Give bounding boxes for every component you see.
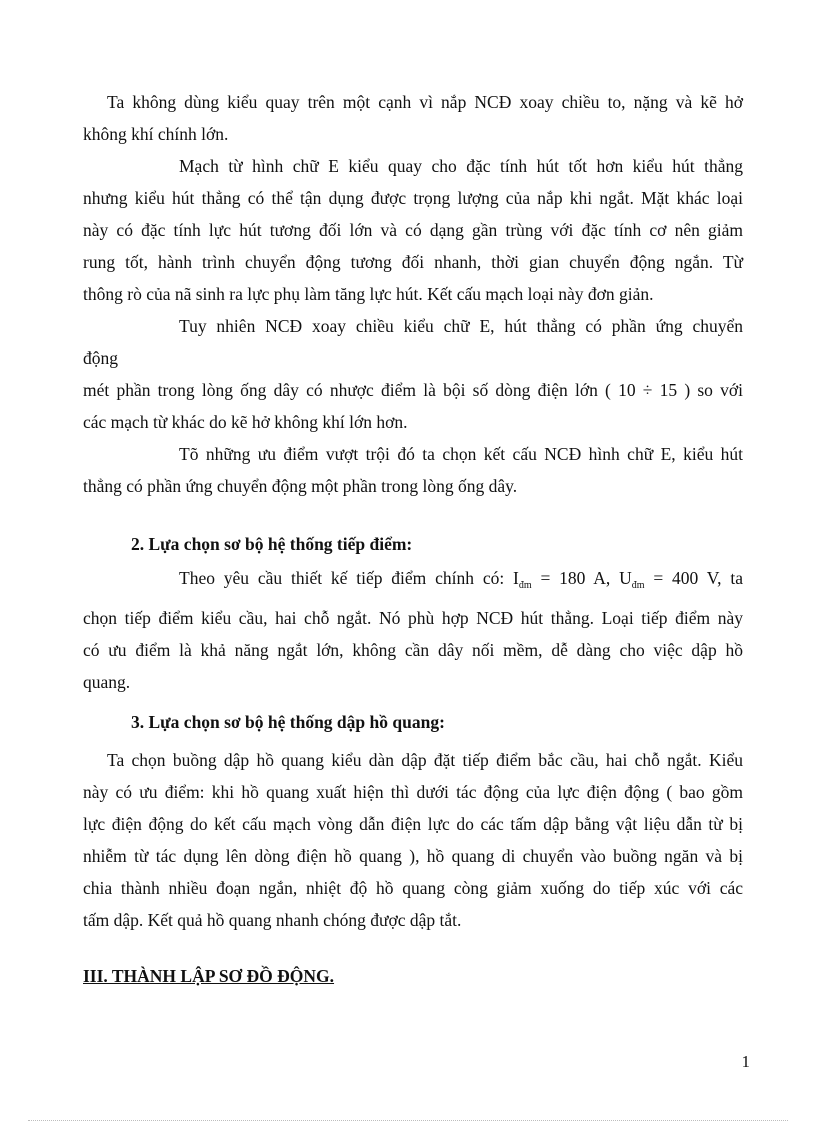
paragraph-line: thẳng có phần ứng chuyển động một phần trong lòng ống dây. — [83, 476, 518, 496]
paragraph-line: Ta chọn buồng dập hồ quang kiểu dàn dập đặt tiếp điểm bắc cầu, hai chỗ ngắt. Kiểu — [107, 750, 743, 770]
heading-arc-system: 3. Lựa chọn sơ bộ hệ thống dập hồ quang: — [131, 712, 445, 732]
paragraph-6 — [83, 744, 743, 936]
paragraph-line: có ưu điểm là khả năng ngắt lớn, không cần dây nối mềm, dễ dàng cho việc dập hồ — [83, 640, 743, 660]
paragraph-line — [83, 562, 743, 602]
paragraph-line: này có đặc tính lực hút tương đối lớn và có dạng gần trùng với đặc tính cơ nên giảm — [83, 220, 743, 240]
rated-current-text: Theo yêu cầu thiết kế tiếp điểm chính có: I — [179, 568, 519, 588]
paragraph-line: các mạch từ khác do kẽ hở không khí lớn hơn. — [83, 412, 408, 432]
rated-voltage-text: = 180 A, U — [531, 568, 632, 588]
paragraph-line: động — [83, 348, 118, 368]
paragraph-line: lực điện động do kết cấu mạch vòng dẫn điện lực do các tấm dập bằng vật liệu dẫn từ bị — [83, 814, 743, 834]
section-title: III. THÀNH LẬP SƠ ĐỒ ĐỘNG. — [83, 966, 335, 986]
paragraph-line: Tõ những ưu điểm vượt trội đó ta chọn kết cấu NCĐ hình chữ E, kiểu hút — [179, 444, 743, 464]
paragraph-line: quang. — [83, 672, 131, 692]
paragraph-line: mét phần trong lòng ống dây có nhược điểm là bội số dòng điện lớn ( 10 ÷ 15 ) so với — [83, 380, 743, 400]
paragraph-2 — [83, 150, 743, 310]
paragraph-line: chọn tiếp điểm kiểu cầu, hai chỗ ngắt. Nó phù hợp NCĐ hút thẳng. Loại tiếp điểm này — [83, 608, 743, 628]
paragraph-line: Tuy nhiên NCĐ xoay chiều kiểu chữ E, hút thẳng có phần ứng chuyển — [179, 316, 743, 336]
paragraph-line: này có ưu điểm: khi hồ quang xuất hiện thì dưới tác động của lực điện động ( bao gồm — [83, 782, 743, 802]
rated-current-subscript: đm — [518, 580, 532, 591]
paragraph-line: Mạch từ hình chữ E kiểu quay cho đặc tính hút tốt hơn kiểu hút thẳng — [179, 156, 743, 176]
heading-contact-system: 2. Lựa chọn sơ bộ hệ thống tiếp điểm: — [131, 534, 413, 554]
rated-voltage-subscript: đm — [631, 580, 645, 591]
paragraph-4 — [83, 438, 743, 502]
page-number: 1 — [741, 1052, 750, 1071]
paragraph-line: nhiễm từ tác dụng lên dòng điện hồ quang ), hồ quang di chuyển vào buồng ngăn và bị — [83, 846, 743, 866]
paragraph-line: nhưng kiểu hút thẳng có thể tận dụng được trọng lượng của nắp khi ngắt. Mặt khác loại — [83, 188, 743, 208]
paragraph-line: không khí chính lớn. — [83, 124, 229, 144]
paragraph-line: tấm dập. Kết quả hồ quang nhanh chóng được dập tắt. — [83, 910, 462, 930]
paragraph-line: rung tốt, hành trình chuyển động tương đối nhanh, thời gian chuyển động ngắn. Từ — [83, 252, 743, 272]
paragraph-5 — [83, 562, 743, 698]
paragraph-3 — [83, 310, 743, 438]
paragraph-line: Ta không dùng kiểu quay trên một cạnh vì nắp NCĐ xoay chiều to, nặng và kẽ hở — [107, 92, 743, 112]
paragraph-line: thông rò của nã sinh ra lực phụ làm tăng lực hút. Kết cấu mạch loại này đơn giản. — [83, 284, 654, 304]
paragraph-text: = 400 V, ta — [644, 568, 743, 588]
paragraph-1 — [83, 86, 743, 150]
paragraph-line: chia thành nhiều đoạn ngắn, nhiệt độ hồ quang còng giảm xuống do tiếp xúc với các — [83, 878, 743, 898]
footer-divider — [28, 1120, 788, 1121]
